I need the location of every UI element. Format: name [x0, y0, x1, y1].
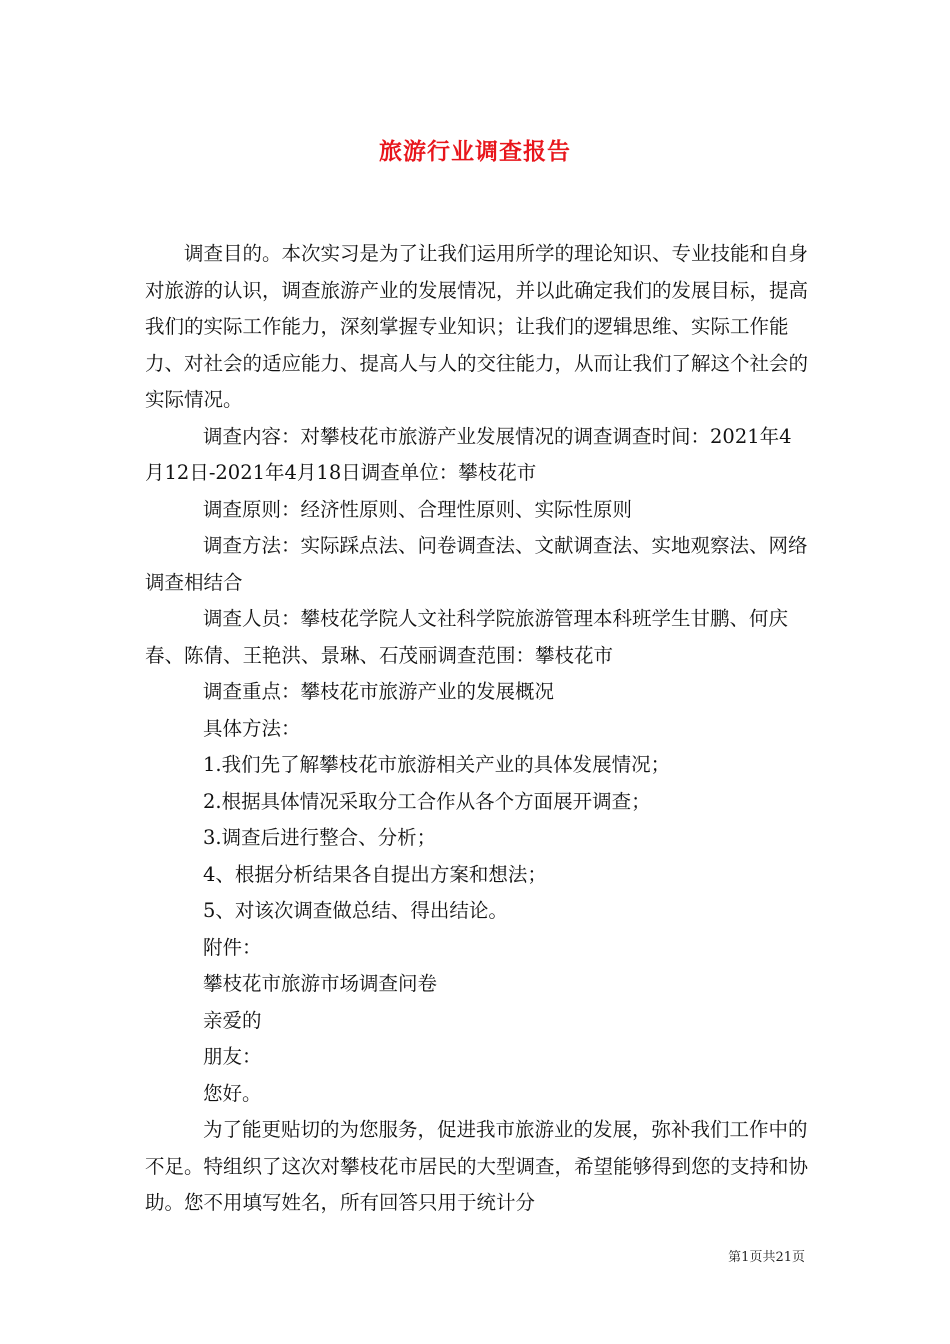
paragraph-specific-methods: 具体方法： [203, 716, 301, 740]
list-item: 3.调查后进行整合、分析； [203, 826, 437, 849]
paragraph-intro: 为了能更贴切的为您服务，促进我市旅游业的发展，弥补我们工作中的不足。特组织了这次对攀枝花市居民的大型调查，希望能够得到您的支持和协助。您不用填写姓名，所有回答只用于统计分 [145, 1118, 809, 1214]
paragraph-questionnaire-title: 攀枝花市旅游市场调查问卷 [203, 972, 438, 995]
paragraph-friend: 朋友： [203, 1045, 262, 1068]
paragraph-content: 调查内容：对攀枝花市旅游产业发展情况的调查调查时间：2021年4月12日-2021年4月18日调查单位：攀枝花市 [145, 424, 792, 484]
document-title: 旅游行业调查报告 [379, 138, 571, 165]
list-item: 2.根据具体情况采取分工合作从各个方面展开调查； [203, 789, 651, 813]
paragraph-personnel: 调查人员：攀枝花学院人文社科学院旅游管理本科班学生甘鹏、何庆春、陈倩、王艳洪、景琳、石茂丽调查范围：攀枝花市 [145, 607, 789, 667]
paragraph-purpose: 调查目的。本次实习是为了让我们运用所学的理论知识、专业技能和自身对旅游的认识，调查旅游产业的发展情况，并以此确定我们的发展目标，提高我们的实际工作能力，深刻掌握专业知识；让我们的逻辑思维、实际工作能力、对社会的适应能力、提高人与人的交往能力，从而让我们了解这个社会的实际情况。 [145, 242, 809, 411]
list-item: 4、根据分析结果各自提出方案和想法； [203, 862, 547, 886]
page-number: 第1页共21页 [728, 1250, 805, 1265]
paragraph-greeting: 您好。 [203, 1081, 262, 1105]
paragraph-principles: 调查原则：经济性原则、合理性原则、实际性原则 [203, 497, 633, 521]
list-item: 5、对该次调查做总结、得出结论。 [203, 899, 508, 922]
list-item: 1.我们先了解攀枝花市旅游相关产业的具体发展情况； [203, 753, 671, 776]
paragraph-attachment: 附件： [203, 935, 262, 959]
document-body [145, 236, 810, 1222]
paragraph-salutation: 亲爱的 [203, 1008, 262, 1032]
paragraph-methods: 调查方法：实际踩点法、问卷调查法、文献调查法、实地观察法、网络调查相结合 [145, 534, 808, 594]
paragraph-focus: 调查重点：攀枝花市旅游产业的发展概况 [203, 680, 555, 703]
